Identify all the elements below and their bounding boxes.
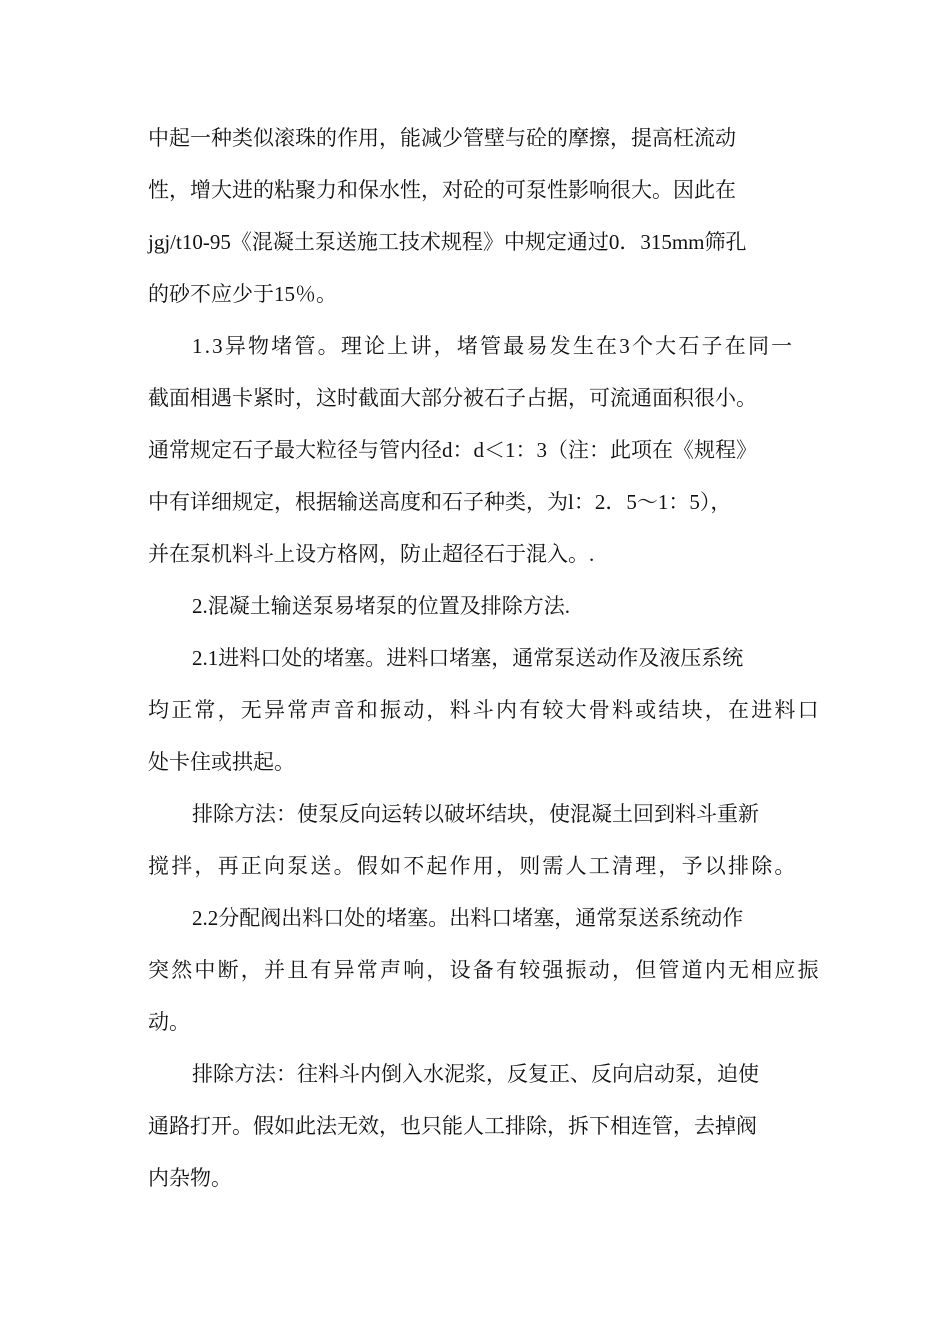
text-line: 均正常，无异常声音和振动，料斗内有较大骨料或结块，在进料口 xyxy=(148,698,821,722)
text-line: 处卡住或拱起。 xyxy=(148,750,295,774)
text-line: jgj/t10-95《混凝土泵送施工技术规程》中规定通过0．315mm筛孔 xyxy=(148,230,747,254)
text-line: 性，增大进的粘聚力和保水性，对砼的可泵性影响很大。因此在 xyxy=(148,178,736,202)
text-line: 突然中断，并且有异常声响，设备有较强振动，但管道内无相应振 xyxy=(148,958,821,982)
text-line: 搅拌，再正向泵送。假如不起作用，则需人工清理，予以排除。 xyxy=(148,854,798,878)
text-line: 2.1进料口处的堵塞。进料口堵塞，通常泵送动作及液压系统 xyxy=(192,646,744,670)
text-line: 的砂不应少于15％。 xyxy=(148,282,337,306)
text-line: 中起一种类似滚珠的作用，能减少管壁与砼的摩擦，提高枉流动 xyxy=(148,126,736,150)
text-line: 动。 xyxy=(148,1010,190,1034)
text-line: 排除方法：往料斗内倒入水泥浆，反复正、反向启动泵，迫使 xyxy=(192,1062,759,1086)
section-heading: 2.混凝土输送泵易堵泵的位置及排除方法. xyxy=(192,594,570,618)
text-line: 排除方法：使泵反向运转以破坏结块，使混凝土回到料斗重新 xyxy=(192,802,759,826)
text-line: 2.2分配阀出料口处的堵塞。出料口堵塞，通常泵送系统动作 xyxy=(192,906,744,930)
text-line: 并在泵机料斗上设方格网，防止超径石于混入。. xyxy=(148,542,595,566)
text-line: 内杂物。 xyxy=(148,1166,232,1190)
text-line: 1.3异物堵管。理论上讲，堵管最易发生在3个大石子在同一 xyxy=(192,334,795,358)
text-line: 通常规定石子最大粒径与管内径d：d＜1：3（注：此项在《规程》 xyxy=(148,438,757,462)
text-line: 通路打开。假如此法无效，也只能人工排除，拆下相连管，去掉阀 xyxy=(148,1114,757,1138)
text-line: 中有详细规定，根据输送高度和石子种类，为l：2．5～1：5）， xyxy=(148,490,732,514)
text-line: 截面相遇卡紧时，这时截面大部分被石子占据，可流通面积很小。 xyxy=(148,386,757,410)
